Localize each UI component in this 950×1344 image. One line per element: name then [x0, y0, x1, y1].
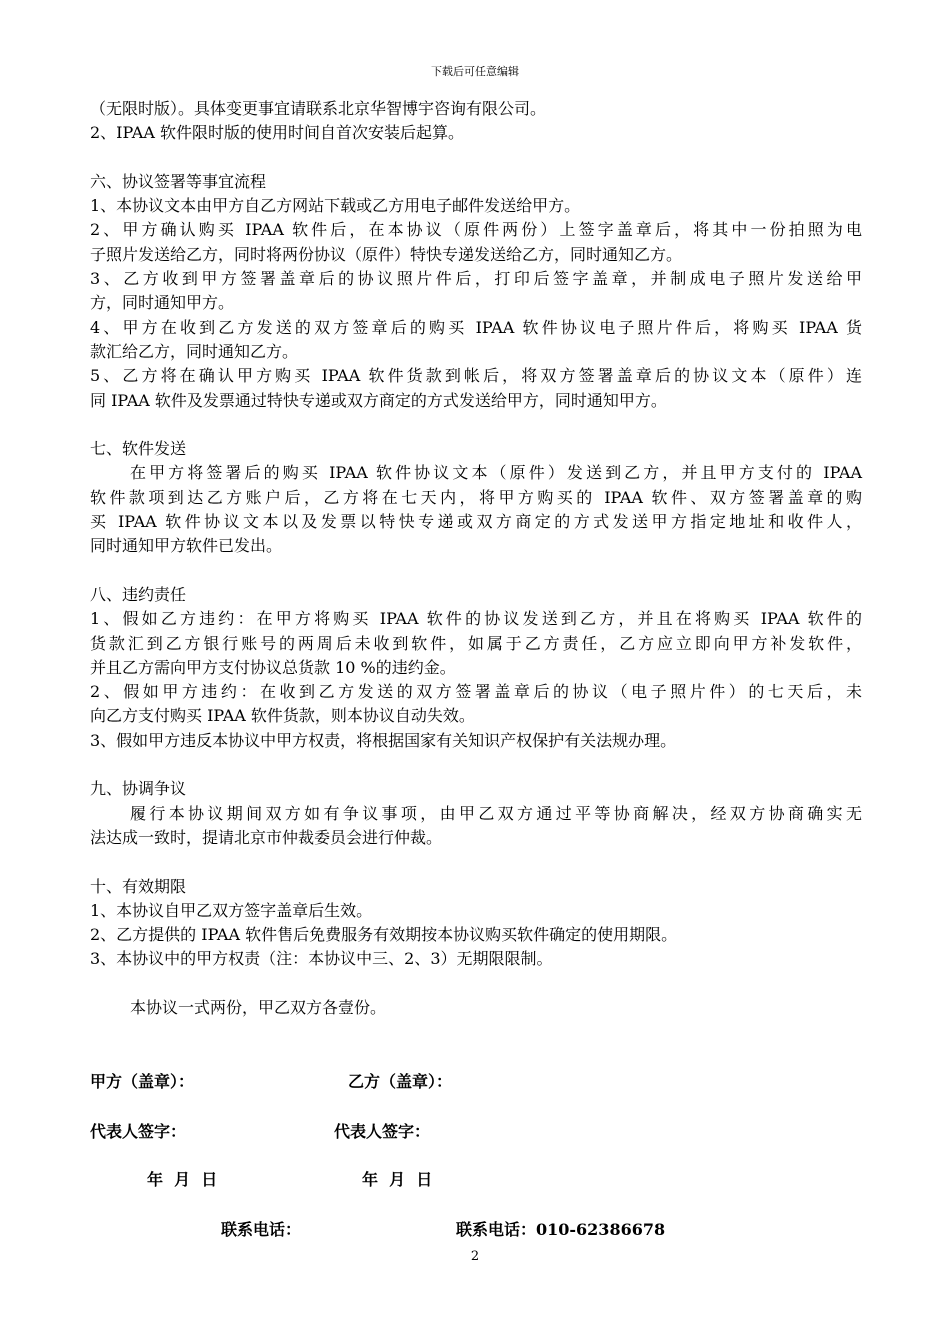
text-line: 5、乙方将在确认甲方购买 IPAA 软件货款到帐后，将双方签署盖章后的协议文本（原件）连: [90, 366, 862, 386]
party-a-representative-label: 代表人签字：: [90, 1122, 187, 1141]
text-line: 款汇给乙方，同时通知乙方。: [90, 341, 299, 361]
text-line: 方，同时通知甲方。: [90, 293, 235, 313]
text-line: 2、假如甲方违约：在收到乙方发送的双方签署盖章后的协议（电子照片件）的七天后，未: [90, 682, 862, 702]
text-line: 本协议一式两份，甲乙双方各壹份。: [130, 997, 387, 1017]
text-line: 子照片发送给乙方，同时将两份协议（原件）特快专递发送给乙方，同时通知乙方。: [90, 244, 683, 264]
text-line: 2、乙方提供的 IPAA 软件售后免费服务有效期按本协议购买软件确定的使用期限。: [90, 925, 678, 945]
text-line: 买 IPAA 软件协议文本以及发票以特快专递或双方商定的方式发送甲方指定地址和收件人，: [90, 512, 862, 532]
text-line: 1、假如乙方违约：在甲方将购买 IPAA 软件的协议发送到乙方，并且在将购买 IPAA 软件的: [90, 609, 862, 629]
text-line: 4、甲方在收到乙方发送的双方签章后的购买 IPAA 软件协议电子照片件后，将购买 IPAA 货: [90, 317, 862, 337]
section-heading: 六、协议签署等事宜流程: [90, 171, 267, 191]
text-line: 1、本协议文本由甲方自乙方网站下载或乙方用电子邮件发送给甲方。: [90, 196, 581, 216]
party-a-seal-label: 甲方（盖章）：: [90, 1072, 195, 1091]
agreement-body: [90, 97, 862, 1020]
party-b-date-label: 年 月 日: [362, 1170, 433, 1189]
section-heading: 八、违约责任: [90, 584, 187, 604]
page-header: 下载后可任意编辑: [431, 65, 519, 78]
text-line: 法达成一致时，提请北京市仲裁委员会进行仲裁。: [90, 827, 443, 847]
page-number: 2: [470, 1249, 480, 1264]
text-line: 在甲方将签署后的购买 IPAA 软件协议文本（原件）发送到乙方，并且甲方支付的 IPAA: [130, 463, 862, 483]
party-b-phone-label: 联系电话：010-62386678: [456, 1220, 666, 1239]
text-line: 向乙方支付购买 IPAA 软件货款，则本协议自动失效。: [90, 706, 475, 726]
text-line: 软件款项到达乙方账户后，乙方将在七天内，将甲方购买的 IPAA 软件、双方签署盖章的购: [90, 487, 862, 507]
section-heading: 九、协调争议: [90, 779, 187, 799]
blank-line: [90, 559, 862, 583]
text-line: 并且乙方需向甲方支付协议总货款 10 %的违约金。: [90, 657, 456, 677]
party-a-date-label: 年 月 日: [147, 1170, 218, 1189]
blank-line: [90, 413, 862, 437]
text-line: （无限时版）。具体变更事宜请联系北京华智博宇咨询有限公司。: [90, 99, 547, 118]
text-line: 2、甲方确认购买 IPAA 软件后，在本协议（原件两份）上签字盖章后，将其中一份拍照为电: [90, 220, 862, 240]
section-heading: 十、有效期限: [90, 876, 187, 896]
blank-line: [90, 850, 862, 874]
party-a-phone-label: 联系电话：: [221, 1220, 302, 1239]
blank-line: [90, 972, 862, 996]
text-line: 3、假如甲方违反本协议中甲方权责，将根据国家有关知识产权保护有关法规办理。: [90, 730, 677, 750]
text-line: 履行本协议期间双方如有争议事项，由甲乙双方通过平等协商解决，经双方协商确实无: [130, 803, 862, 823]
blank-line: [90, 753, 862, 777]
text-line: 同时通知甲方软件已发出。: [90, 536, 283, 556]
text-line: 1、本协议自甲乙双方签字盖章后生效。: [90, 900, 373, 920]
text-line: 3、乙方收到甲方签署盖章后的协议照片件后，打印后签字盖章，并制成电子照片发送给甲: [90, 269, 862, 289]
party-b-representative-label: 代表人签字：: [334, 1122, 431, 1141]
blank-line: [90, 146, 862, 170]
section-heading: 七、软件发送: [90, 439, 187, 459]
party-b-seal-label: 乙方（盖章）：: [348, 1072, 453, 1091]
text-line: 货款汇到乙方银行账号的两周后未收到软件，如属于乙方责任，乙方应立即向甲方补发软件，: [90, 633, 862, 653]
text-line: 2、IPAA 软件限时版的使用时间自首次安装后起算。: [90, 123, 464, 143]
text-line: 同 IPAA 软件及发票通过特快专递或双方商定的方式发送给甲方，同时通知甲方。: [90, 390, 667, 410]
text-line: 3、本协议中的甲方权责（注：本协议中三、2、3）无期限限制。: [90, 949, 553, 969]
